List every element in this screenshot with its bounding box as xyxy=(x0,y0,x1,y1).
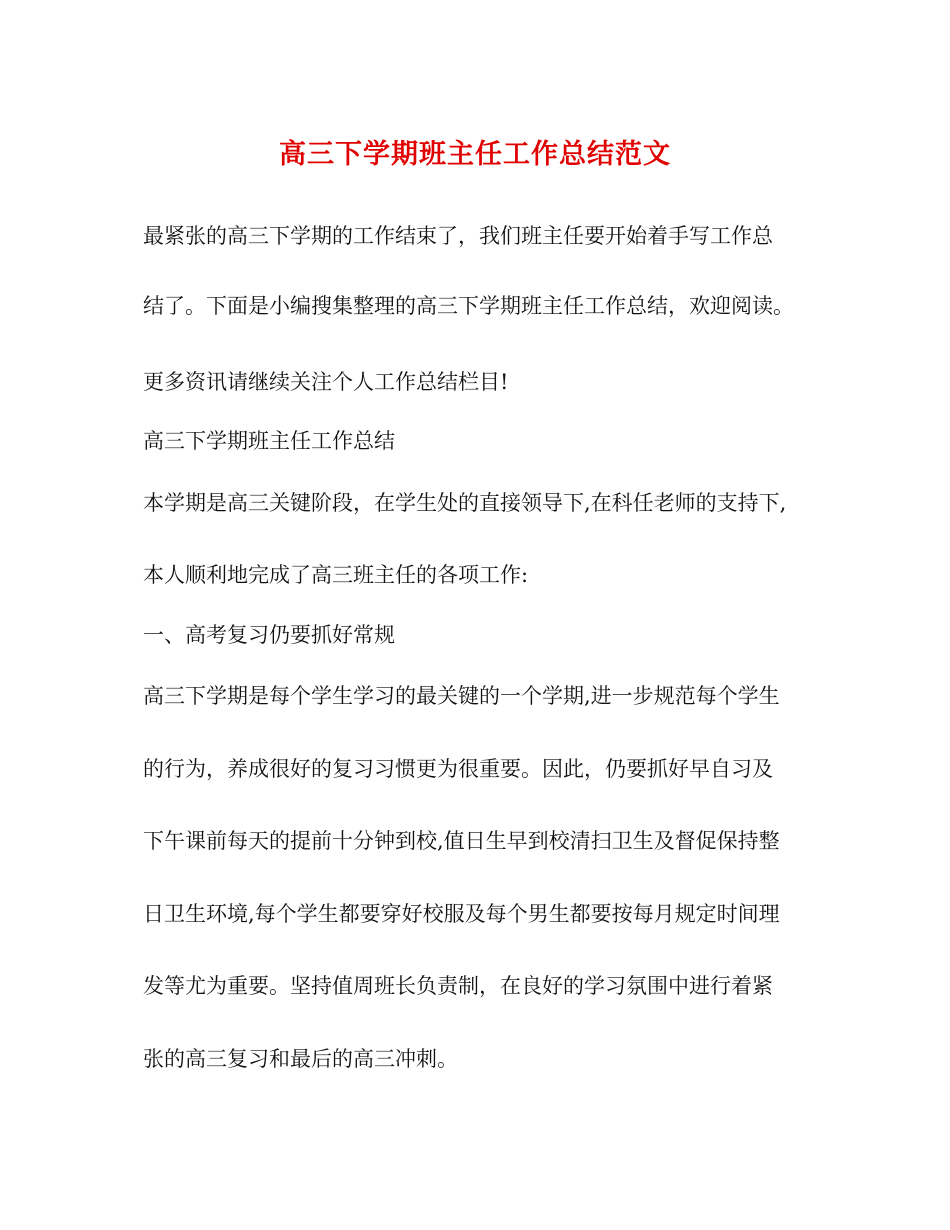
paragraph-line: 张的高三复习和最后的高三冲刺。 xyxy=(143,1047,458,1071)
paragraph-line: 下午课前每天的提前十分钟到校,值日生早到校清扫卫生及督促保持整 xyxy=(143,829,780,853)
paragraph-line: 最紧张的高三下学期的工作结束了，我们班主任要开始着手写工作总 xyxy=(143,224,773,248)
paragraph-line: 本人顺利地完成了高三班主任的各项工作: xyxy=(143,563,529,587)
paragraph-line: 日卫生环境,每个学生都要穿好校服及每个男生都要按每月规定时间理 xyxy=(143,902,780,926)
paragraph-line: 高三下学期是每个学生学习的最关键的一个学期,进一步规范每个学生 xyxy=(143,684,780,708)
paragraph-line: 本学期是高三关键阶段，在学生处的直接领导下,在科任老师的支持下, xyxy=(143,491,787,515)
paragraph-line: 的行为，养成很好的复习习惯更为很重要。因此，仍要抓好早自习及 xyxy=(143,757,773,781)
paragraph-line: 发等尤为重要。坚持值周班长负责制，在良好的学习氛围中进行着紧 xyxy=(143,974,773,998)
paragraph-line: 结了。下面是小编搜集整理的高三下学期班主任工作总结，欢迎阅读。 xyxy=(143,294,794,318)
document-title: 高三下学期班主任工作总结范文 xyxy=(279,139,671,170)
section-heading: 高三下学期班主任工作总结 xyxy=(143,429,395,453)
section-heading: 一、高考复习仍要抓好常规 xyxy=(143,623,395,647)
paragraph-line: 更多资讯请继续关注个人工作总结栏目! xyxy=(143,370,509,394)
